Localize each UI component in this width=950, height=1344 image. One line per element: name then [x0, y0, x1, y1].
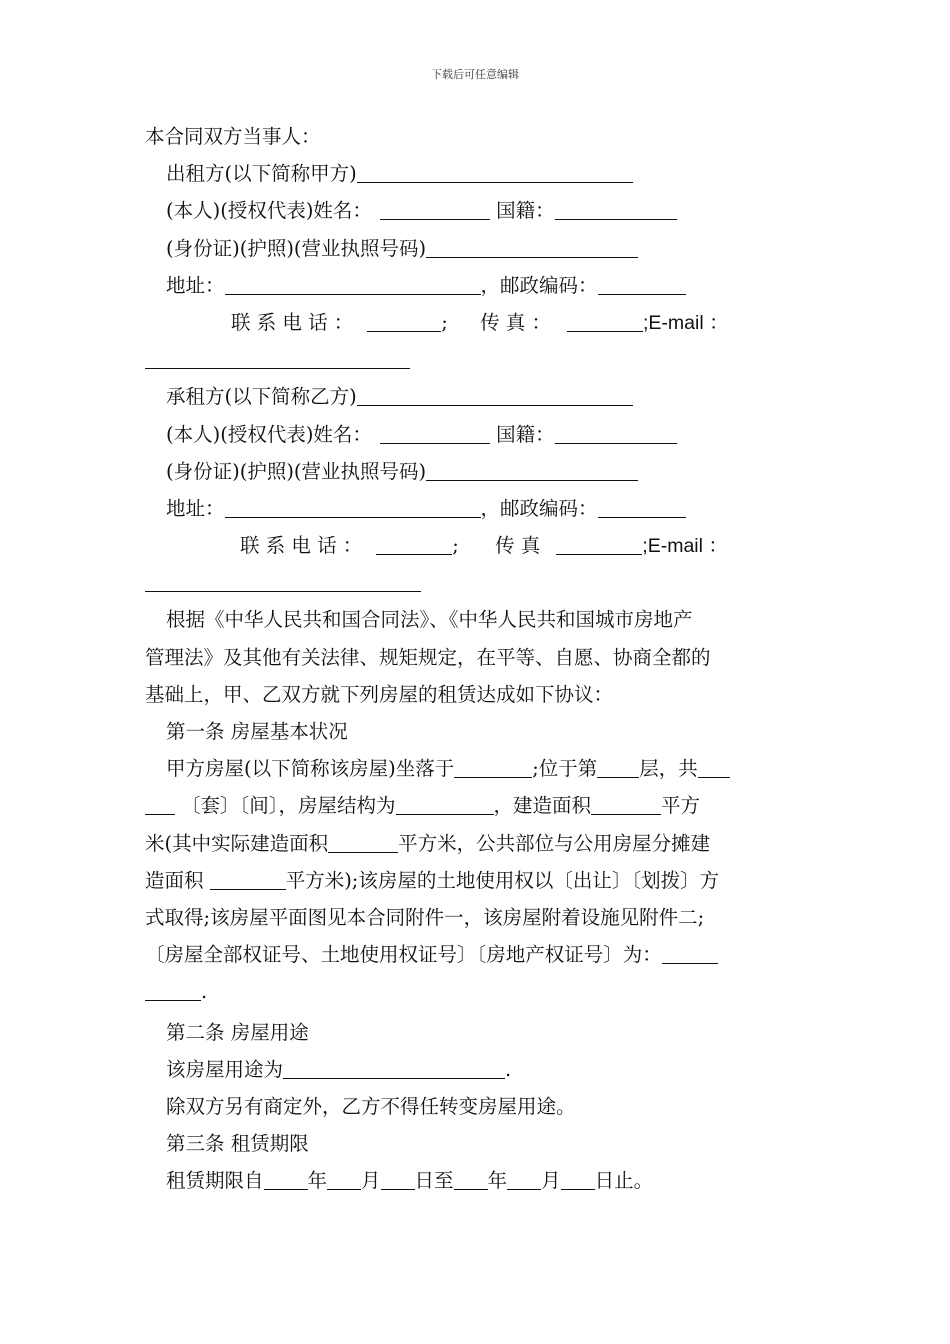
location-blank[interactable]: [454, 776, 532, 778]
lessee-email-line: [145, 564, 807, 601]
structure-blank[interactable]: [396, 813, 494, 815]
lessor-nationality-blank[interactable]: [555, 218, 677, 220]
shared-area-prefix: 造面积: [145, 868, 210, 892]
year-label: 年: [487, 1169, 508, 1193]
area-unit: 平方: [661, 794, 701, 818]
article-2-title: 第二条 房屋用途: [166, 1020, 309, 1044]
start-day-blank[interactable]: [381, 1188, 415, 1190]
article-2-clause: 除双方另有商定外，乙方不得任转变房屋用途。: [166, 1094, 576, 1118]
email-label: ;E-mail ：: [642, 535, 728, 558]
preamble-line-2: 管理法》及其他有关法律、规矩规定，在平等、自愿、协商全都的: [145, 645, 711, 669]
postcode-label: ，邮政编码：: [480, 273, 598, 297]
article-1-line-6: [145, 936, 807, 973]
certificate-end: .: [201, 980, 208, 1004]
nationality-label: 国籍：: [496, 422, 555, 446]
lessor-line: [145, 155, 807, 192]
total-floors-blank-b[interactable]: [145, 813, 175, 815]
phone-sep: ;: [452, 534, 459, 558]
floor-label: ;位于第: [532, 757, 598, 781]
land-use-label: 平方米);该房屋的土地使用权以〔出让〕〔划拨〕方: [285, 868, 720, 892]
address-label: 地址：: [166, 273, 225, 297]
lessee-postcode-blank[interactable]: [598, 516, 686, 518]
use-blank[interactable]: [283, 1077, 505, 1079]
floor-blank[interactable]: [597, 776, 639, 778]
fax-label: 传 真: [495, 534, 541, 558]
day-end-label: 日止。: [594, 1169, 654, 1193]
lessor-phone-blank[interactable]: [367, 330, 441, 332]
lessee-address-blank[interactable]: [225, 516, 481, 518]
lessee-label: 承租方(以下简称乙方): [166, 385, 357, 409]
day-to-label: 日至: [414, 1169, 454, 1193]
postcode-label: ，邮政编码：: [480, 496, 598, 520]
shared-area-label: 平方米，公共部位与公用房屋分摊建: [398, 831, 711, 855]
lessee-name-blank[interactable]: [380, 442, 490, 444]
lessor-id-line: [145, 230, 807, 267]
lessor-postcode-blank[interactable]: [598, 293, 686, 295]
total-floors-blank-a[interactable]: [698, 776, 730, 778]
lessor-id-blank[interactable]: [426, 256, 638, 258]
lessor-name-line: [145, 192, 807, 229]
shared-area-blank[interactable]: [210, 888, 286, 890]
lessee-name-line: [145, 416, 807, 453]
article-1-line-3: [145, 825, 807, 862]
lessee-blank[interactable]: [357, 404, 633, 406]
year-label: 年: [307, 1169, 328, 1193]
article-1-line-4: [145, 862, 807, 899]
end-year-blank[interactable]: [454, 1188, 488, 1190]
parties-intro: 本合同双方当事人：: [145, 125, 321, 148]
location-label: 甲方房屋(以下简称该房屋)坐落于: [166, 757, 455, 781]
article-3-title: 第三条 租赁期限: [166, 1132, 309, 1156]
use-end: .: [505, 1057, 512, 1081]
end-month-blank[interactable]: [507, 1188, 541, 1190]
phone-sep: ;: [441, 310, 448, 334]
lessor-name-blank[interactable]: [380, 218, 490, 220]
nationality-label: 国籍：: [496, 199, 555, 223]
article-1-line-7: [145, 973, 807, 1010]
preamble-line-3: 基础上，甲、乙双方就下列房屋的租赁达成如下协议：: [145, 682, 614, 706]
address-label: 地址：: [166, 496, 225, 520]
lessor-label: 出租方(以下简称甲方): [166, 162, 357, 186]
lessee-address-line: [145, 490, 807, 527]
lessor-email-blank[interactable]: [145, 367, 410, 369]
certificate-label: 〔房屋全部权证号、土地使用权证号〕〔房地产权证号〕为：: [145, 943, 662, 967]
certificate-blank-b[interactable]: [145, 999, 201, 1001]
month-label: 月: [541, 1169, 561, 1193]
use-label: 该房屋用途为: [166, 1057, 284, 1081]
term-label: 租赁期限自: [166, 1169, 264, 1193]
lessee-line: [145, 378, 807, 415]
lessee-id-blank[interactable]: [426, 479, 638, 481]
article-1-line-5: 式取得;该房屋平面图见本合同附件一，该房屋附着设施见附件二;: [145, 905, 705, 929]
email-label: ;E-mail ：: [642, 311, 729, 334]
total-floors-label: 层，共: [639, 757, 698, 781]
article-1-line-1: [145, 750, 807, 787]
article-1-line-2: [145, 787, 807, 824]
lessee-fax-blank[interactable]: [556, 553, 642, 555]
certificate-blank-a[interactable]: [662, 962, 718, 964]
name-label: (本人)(授权代表)姓名：: [166, 422, 372, 446]
lessee-contact-line: [145, 527, 807, 564]
lessor-blank[interactable]: [357, 181, 633, 183]
fax-label: 传 真 ：: [480, 310, 551, 334]
lessee-phone-blank[interactable]: [376, 553, 452, 555]
area-blank[interactable]: [591, 813, 661, 815]
preamble-line-1: 根据《中华人民共和国合同法》、《中华人民共和国城市房地产: [166, 608, 693, 632]
start-month-blank[interactable]: [327, 1188, 361, 1190]
lessor-contact-line: [145, 304, 807, 341]
article-1-title: 第一条 房屋基本状况: [166, 720, 348, 743]
lessor-address-line: [145, 267, 807, 304]
lessor-fax-blank[interactable]: [567, 330, 643, 332]
area-label: ，建造面积: [493, 794, 592, 818]
phone-label: 联 系 电 话 ：: [231, 310, 354, 334]
page-header-note: 下载后可任意编辑: [431, 68, 519, 81]
phone-label: 联 系 电 话 ：: [240, 534, 363, 558]
lessor-email-line: [145, 341, 807, 378]
lessor-address-blank[interactable]: [225, 293, 481, 295]
month-label: 月: [361, 1169, 381, 1193]
id-label: (身份证)(护照)(营业执照号码): [166, 459, 427, 483]
actual-area-blank[interactable]: [328, 851, 398, 853]
actual-area-label: 米(其中实际建造面积: [145, 831, 329, 855]
lessee-email-blank[interactable]: [145, 590, 421, 592]
end-day-blank[interactable]: [561, 1188, 595, 1190]
article-2-use-line: [145, 1051, 807, 1088]
article-3-term-line: [145, 1162, 807, 1199]
lessee-nationality-blank[interactable]: [555, 442, 677, 444]
start-year-blank[interactable]: [264, 1188, 308, 1190]
lessee-id-line: [145, 453, 807, 490]
id-label: (身份证)(护照)(营业执照号码): [166, 236, 427, 260]
contract-body: [145, 118, 807, 1199]
name-label: (本人)(授权代表)姓名：: [166, 199, 372, 223]
structure-label: 〔套〕〔间〕，房屋结构为: [181, 794, 396, 818]
